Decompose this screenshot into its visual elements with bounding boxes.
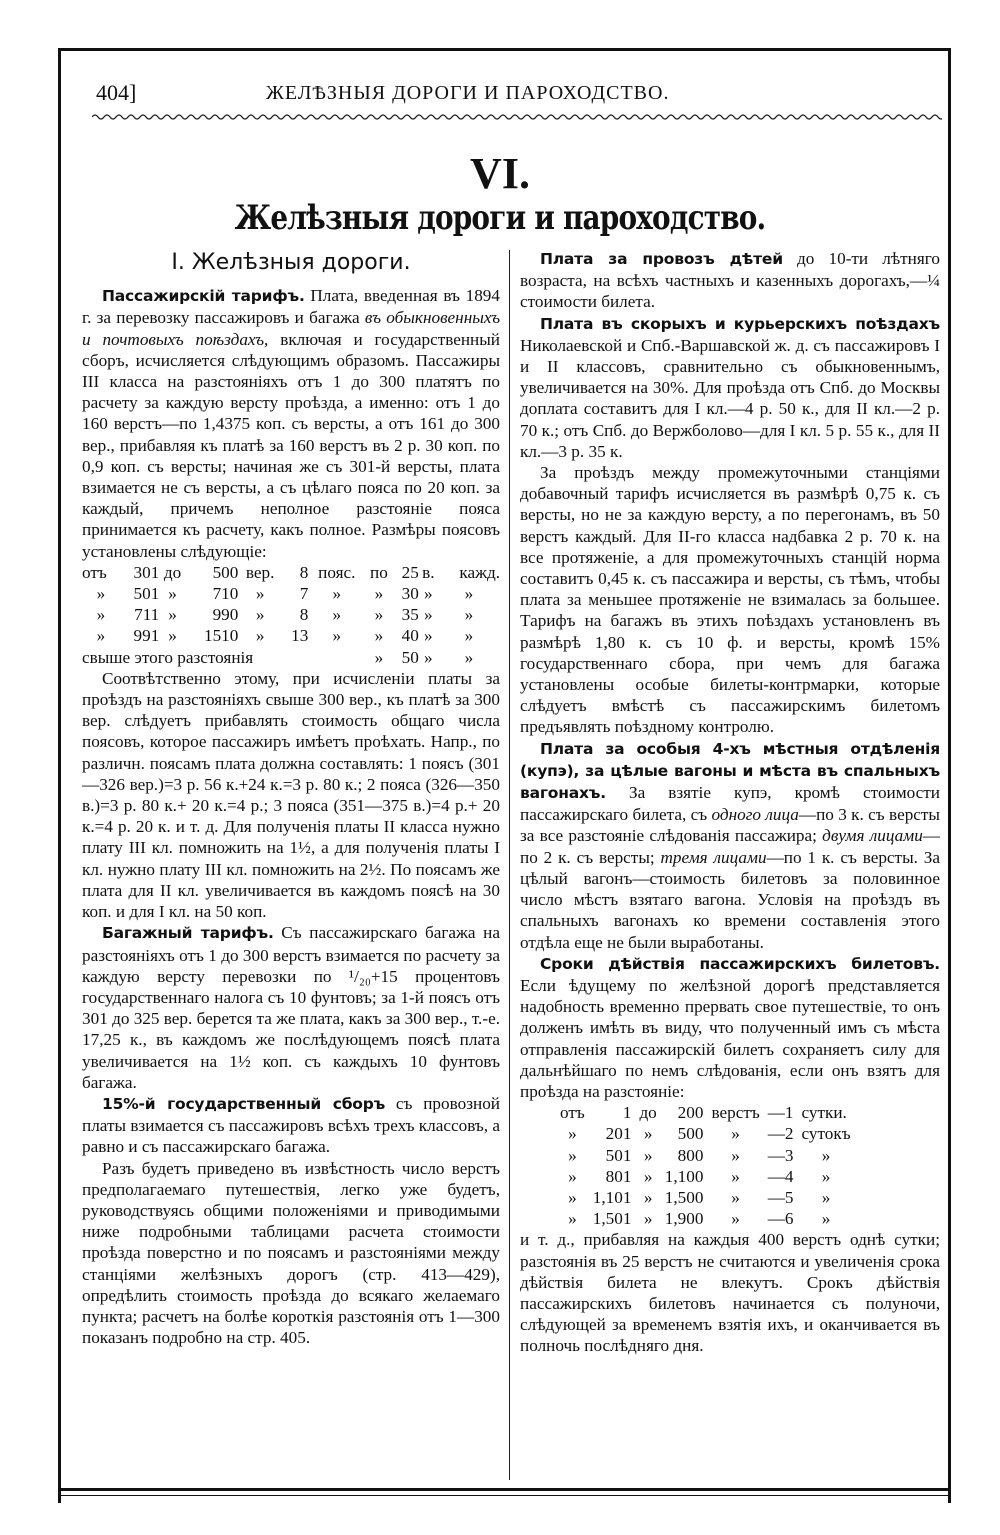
- paragraph-intermediate-stations: За проѣздъ между промежуточными станціями добавочный тарифъ исчисляется въ размѣрѣ 0,75 к. съ версты, но не за каждую версту, а по перегонамъ, въ 50 верстъ каждый. Для II-го класса надбавка 2 р. 70 к. на все протяженіе, а для промежуточныхъ станцій норма составитъ 0,45 к. съ пассажира и версты, съ тѣмъ, чтобы плата за меньшее протяженіе не взималась за большее. Тарифъ на багажъ въ этихъ поѣздахъ установленъ въ размѣрѣ 1,80 к. съ 10 ф. и версты, кромѣ 15% государственнаго сбора, при чемъ для багажа установлены особые билеты-контрмарки, которые слѣдуетъ вмѣстѣ съ пассажирскимъ билетомъ предъявлять поѣздному контролю.: [520, 463, 940, 737]
- table-row: » 501 » 710 » 7 » » 30 » »: [96, 584, 474, 604]
- table-row: » 201 » 500 » —2 сутокъ: [568, 1124, 851, 1144]
- paragraph-compartments: Плата за особыя 4-хъ мѣстныя отдѣленія (купэ), за цѣлые вагоны и мѣста въ спальныхъ вагонахъ. За взятіе купэ, кромѣ стоимости пассажирскаго билета, съ одного лица—по 3 к. съ версты за все разстояніе слѣдованія пассажира; двумя лицами—по 2 к. съ версты; тремя лицами—по 1 к. съ версты. За цѣлый вагонъ—стоимость билетовъ за половинное число мѣстъ взятаго вагона. Условія на проѣздъ въ спальныхъ вагонахъ ко времени составленія этого отдѣла еще не были выработаны.: [520, 739, 940, 952]
- paragraph-children-fare: Плата за провозъ дѣтей до 10-ти лѣтняго возраста, на всѣхъ частныхъ и казенныхъ дорогахъ,—¼ стоимости билета.: [520, 249, 941, 312]
- wavy-rule: [92, 112, 942, 122]
- paragraph-passenger-tariff: Пассажирскій тарифъ. Плата, введенная въ 1894 г. за перевозку пассажировъ и багажа въ обыкновенныхъ и почтовыхъ поѣздахъ, включая и государственный сборъ, исчисляется слѣдующимъ образомъ. Пассажиры III класса на разстояніяхъ отъ 1 до 300 платятъ по расчету за каждую версту проѣзда, а именно: отъ 1 до 160 верстъ—по 1,4375 коп. съ версты, а отъ 161 до 300 вер., прибавляя къ платѣ за 160 верстъ въ 2 р. 30 коп. по 0,9 коп. съ версты; начиная же съ 301-й версты, плата взимается не съ версты, а съ цѣлаго пояса по 20 коп. за каждый, причемъ неполное разстояніе пояса принимается къ расчету, какъ полное. Размѣры поясовъ установлены слѣдующіе:: [82, 286, 500, 561]
- chapter-number: VI.: [470, 149, 530, 198]
- table-row: отъ 301 до 500 вер. 8 пояс. по 25 в. кажд.: [82, 562, 500, 582]
- run-in-heading: Плата за провозъ дѣтей: [540, 250, 783, 268]
- chapter-title: Желѣзныя дороги и пароходство.: [234, 198, 766, 238]
- page-border-bottom-thin: [58, 1495, 951, 1496]
- table-row: свыше этого разстоянія » 50 » »: [82, 647, 474, 667]
- table-row: отъ 1 до 200 верстъ —1 сутки.: [560, 1103, 847, 1123]
- column-divider: [509, 250, 510, 1480]
- right-column: [520, 248, 940, 1357]
- running-title: ЖЕЛѢЗНЫЯ ДОРОГИ И ПАРОХОДСТВО.: [266, 82, 670, 104]
- table-row: » 711 » 990 » 8 » » 35 » »: [96, 605, 474, 625]
- table-row: » 801 » 1,100 » —4 »: [568, 1166, 831, 1186]
- run-in-heading: Сроки дѣйствія пассажирскихъ билетовъ.: [540, 954, 940, 973]
- table-row: » 501 » 800 » —3 »: [568, 1145, 831, 1165]
- zones-table: [82, 562, 500, 668]
- section-title: I. Желѣзныя дороги.: [171, 250, 411, 275]
- page-border-left: [58, 48, 61, 1503]
- page-border-bottom: [58, 1488, 951, 1491]
- validity-table: [560, 1102, 859, 1229]
- run-in-heading: 15%-й государственный сборъ: [102, 1094, 386, 1113]
- paragraph-express-trains: Плата въ скорыхъ и курьерскихъ поѣздахъ Николаевской и Спб.-Варшавской ж. д. съ пассажировъ I и II классовъ, сравнительно съ обыкновеннымъ, увеличивается на 30%. Для проѣзда отъ Спб. до Москвы доплата составитъ для I кл.—4 р. 50 к., для II кл.—2 р. 70 к.; отъ Спб. до Вержболово—для I кл. 5 р. 55 к., для II кл.—3 р. 35 к.: [520, 314, 940, 461]
- table-row: » 1,501 » 1,900 » —6 »: [568, 1209, 831, 1229]
- running-header: [96, 80, 936, 112]
- table-row: » 1,101 » 1,500 » —5 »: [568, 1187, 831, 1207]
- paragraph-ticket-validity: Сроки дѣйствія пассажирскихъ билетовъ. Если ѣдущему по желѣзной дорогѣ представляется надобность временно прервать свое путешествіе, то онъ долженъ имѣть въ виду, что полученный имъ съ мѣста отправленія пассажирскій билетъ сохраняетъ силу для дальнѣйшаго по немъ слѣдованія, если онъ взятъ для проѣзда на разстояніе:: [520, 954, 940, 1101]
- page-border-top: [58, 48, 951, 51]
- page-number: 404]: [96, 80, 137, 105]
- table-row: » 991 » 1510 » 13 » » 40 » »: [96, 626, 474, 646]
- page-border-right: [948, 48, 951, 1503]
- run-in-heading: Пассажирскій тарифъ.: [102, 287, 305, 306]
- paragraph-fare-calculation: Разъ будетъ приведено въ извѣстность число верстъ предполагаемаго путешествія, легко уже будетъ, руководствуясь общими положеніями и приводимыми ниже подробными таблицами расчета стоимости проѣзда поверстно и по поясамъ и разстояніями между станціями желѣзныхъ дорогъ (стр. 413—429), опредѣлить стоимость проѣзда до всякаго желаемаго пункта; расчетъ на болѣе короткія разстоянія отъ 1—300 показанъ подробно на стр. 405.: [82, 1158, 500, 1348]
- paragraph-zone-calculation: Соотвѣтственно этому, при исчисленіи платы за проѣздъ на разстояніяхъ свыше 300 вер., къ платѣ за 300 вер. слѣдуетъ прибавлять стоимость общаго числа поясовъ, которое пассажиръ имѣетъ проѣхать. Напр., по различн. поясамъ плата должна составлять: 1 поясъ (301—326 вер.)=3 р. 56 к.+24 к.=3 р. 80 к.; 2 пояса (326—350 в.)=3 р. 80 к.+ 20 к.=4 р.; 3 пояса (351—375 в.)=4 р.+ 20 к.=4 р. 20 к. и т. д. Для полученія платы II класса нужно плату III кл. помножить на 1½, а для полученія платы I кл. нужно плату III кл. помножить на 2½. По поясамъ же плата для II кл. увеличивается въ каждомъ поясѣ на 30 коп. и для I кл. на 50 коп.: [82, 668, 500, 922]
- run-in-heading: Плата за особыя 4-хъ мѣстныя отдѣленія (купэ), за цѣлые вагоны и мѣста въ спальныхъ вагонахъ.: [520, 739, 940, 803]
- paragraph-state-levy: 15%-й государственный сборъ съ провозной платы взимается съ пассажировъ всѣхъ трехъ классовъ, а равно и съ пассажирскаго багажа.: [82, 1093, 500, 1157]
- run-in-heading: Багажный тарифъ.: [102, 924, 274, 943]
- run-in-heading: Плата въ скорыхъ и курьерскихъ поѣздахъ: [540, 314, 940, 333]
- paragraph-validity-continuation: и т. д., прибавляя на каждыя 400 верстъ однѣ сутки; разстоянія въ 25 верстъ не считаются и увеличенія срока дѣйствія билета не влекутъ. Срокъ дѣйствія пассажирскихъ билетовъ начинается съ полуночи, слѣдующей за временемъ взятія ихъ, и оканчивается въ полночь послѣдняго дня.: [520, 1230, 940, 1356]
- paragraph-baggage-tariff: Багажный тарифъ. Съ пассажирскаго багажа на разстояніяхъ отъ 1 до 300 верстъ взимается по расчету за каждую версту перевозки по ¹/₂₀+15 процентовъ государственнаго налога съ 10 фунтовъ; за 1-й поясъ отъ 301 до 325 вер. берется та же плата, какъ за 300 вер., т.-е. 17,25 к., въ каждомъ же послѣдующемъ поясѣ плата увеличивается на 1½ коп. съ каждыхъ 10 фунтовъ багажа.: [82, 923, 501, 1092]
- left-column: [82, 248, 500, 1348]
